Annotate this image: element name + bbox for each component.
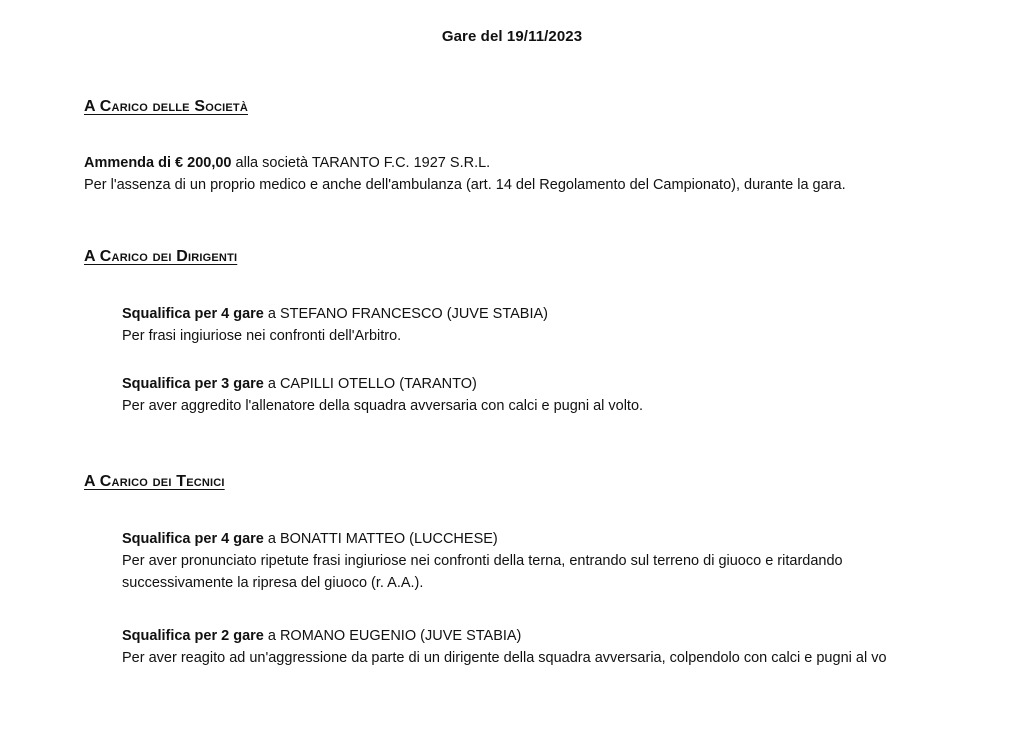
penalty-label: Squalifica per 3 gare: [122, 376, 264, 392]
penalty-reason: Per aver pronunciato ripetute frasi ingiuriose nei confronti della terna, entrando sul terreno di giuoco e ritardando: [122, 553, 843, 569]
penalty-reason-continued: successivamente la ripresa del giuoco (r. A.A.).: [122, 575, 424, 591]
penalty-label: Squalifica per 4 gare: [122, 306, 264, 322]
penalty-reason: Per l'assenza di un proprio medico e anche dell'ambulanza (art. 14 del Regolamento del Campionato), durante la gara.: [84, 177, 846, 193]
penalty-subject: a ROMANO EUGENIO (JUVE STABIA): [263, 628, 522, 644]
entry-tecnici-1: [122, 528, 843, 594]
penalty-reason: Per aver aggredito l'allenatore della squadra avversaria con calci e pugni al volto.: [122, 398, 644, 414]
entry-dirigenti-2: [122, 373, 643, 417]
penalty-label: Squalifica per 4 gare: [122, 531, 264, 547]
penalty-reason: Per frasi ingiuriose nei confronti dell'Arbitro.: [122, 328, 402, 344]
page-title: Gare del 19/11/2023: [441, 28, 583, 45]
penalty-subject: a STEFANO FRANCESCO (JUVE STABIA): [263, 306, 548, 322]
section-heading-dirigenti: A Carico dei Dirigenti: [84, 248, 238, 265]
penalty-subject: a BONATTI MATTEO (LUCCHESE): [263, 531, 498, 547]
penalty-label: Ammenda di € 200,00: [84, 155, 232, 171]
section-heading-tecnici: A Carico dei Tecnici: [84, 473, 225, 490]
entry-dirigenti-1: [122, 303, 548, 347]
penalty-reason: Per aver reagito ad un'aggressione da parte di un dirigente della squadra avversaria, colpendolo con calci e pugni al vo: [122, 650, 887, 666]
entry-societa-1: [84, 152, 846, 196]
penalty-subject: alla società TARANTO F.C. 1927 S.R.L.: [231, 155, 491, 171]
penalty-label: Squalifica per 2 gare: [122, 628, 264, 644]
entry-tecnici-2: [122, 625, 1024, 669]
section-heading-societa: A Carico delle Società: [84, 98, 248, 115]
penalty-subject: a CAPILLI OTELLO (TARANTO): [263, 376, 477, 392]
